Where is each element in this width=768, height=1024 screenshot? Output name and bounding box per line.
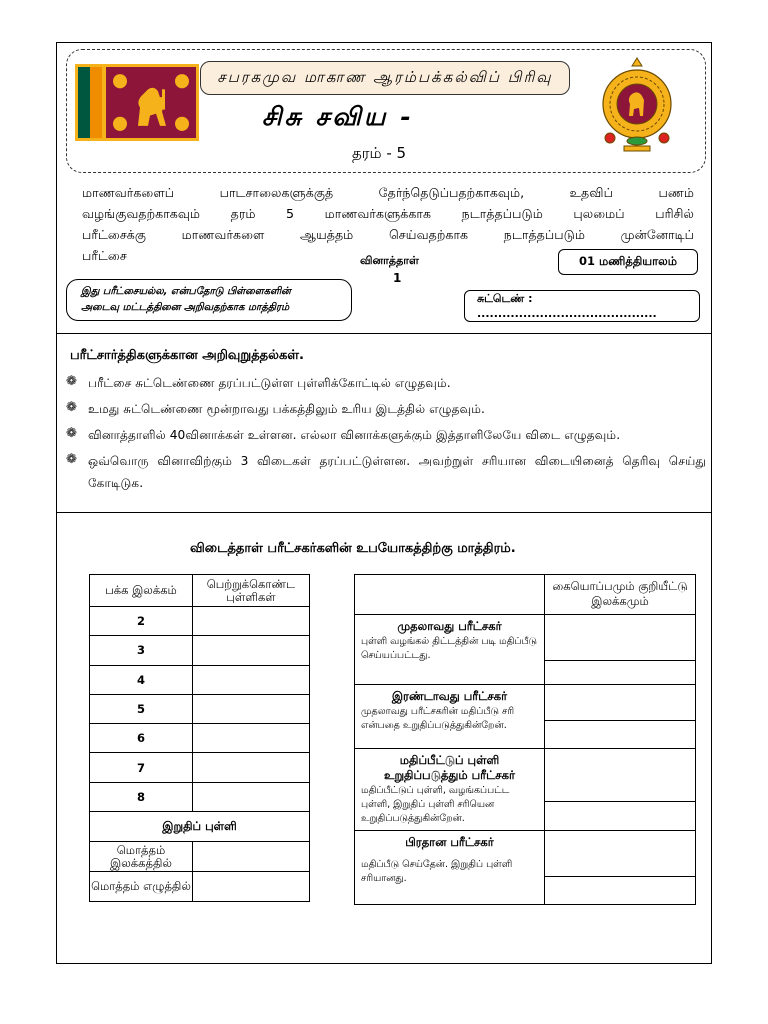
code-cell[interactable]: [545, 721, 696, 749]
grade-label: தரம் - 5: [352, 144, 407, 162]
sri-lanka-flag-icon: [75, 64, 199, 141]
column-header: கையொப்பமும் குறியீட்டு இலக்கமும்: [545, 575, 696, 615]
note-box: [66, 279, 352, 321]
marks-table: [89, 574, 310, 902]
signature-table: [354, 574, 696, 905]
national-emblem-icon: [596, 54, 678, 154]
divider: [56, 512, 712, 513]
examiner-role: மதிப்பீட்டுப் புள்ளி உறுதிப்படுத்தும் பரீட்சகர்: [384, 753, 515, 782]
signature-cell[interactable]: [545, 615, 696, 661]
flower-bullet-icon: ❁: [66, 452, 77, 467]
province-banner: சபரகமுவ மாகாண ஆரம்பக்கல்விப் பிரிவு: [200, 61, 570, 95]
instructions-title: பரீட்சார்த்திகளுக்கான அறிவுறுத்தல்கள்.: [70, 348, 304, 363]
instruction-item: ❁ பரீட்சை சுட்டெண்ணை தரப்பட்டுள்ள புள்ளிக்கோட்டில் எழுதவும்.: [66, 374, 451, 390]
examiner-role: முதலாவது பரீட்சகர்: [397, 619, 502, 633]
intro-line: பரீட்சை: [82, 248, 127, 263]
paper-label: வினாத்தாள்: [360, 254, 419, 267]
column-header: பெற்றுக்கொண்ட புள்ளிகள்: [193, 575, 310, 607]
flower-bullet-icon: ❁: [66, 374, 77, 389]
table-row: 2: [90, 607, 310, 636]
final-marks-label: இறுதிப் புள்ளி: [90, 812, 310, 842]
code-cell[interactable]: [545, 661, 696, 685]
divider: [56, 333, 712, 334]
total-numeric-cell[interactable]: [193, 842, 310, 872]
table-row: 4: [90, 665, 310, 694]
table-row: [355, 685, 696, 721]
table-row: [355, 749, 696, 802]
note-line: இது பரீட்சையல்ல, என்பதோடு பிள்ளைகளின்: [81, 286, 291, 297]
code-cell[interactable]: [545, 877, 696, 905]
flower-bullet-icon: ❁: [66, 400, 77, 415]
intro-line: பரீட்சைக்கு மாணவர்களை ஆயத்தம் செய்வதற்காக நடாத்தப்படும் முன்னோடிப்: [82, 227, 694, 242]
examiner-note: மதிப்பீடு செய்தேன். இறுதிப் புள்ளி சரியானது.: [361, 859, 513, 884]
flower-bullet-icon: ❁: [66, 426, 77, 441]
intro-line: வழங்குவதற்காகவும் தரம் 5 மாணவர்களுக்காக நடாத்தப்படும் புலமைப் பரிசில்: [82, 206, 694, 221]
marks-cell[interactable]: [193, 607, 310, 636]
marks-cell[interactable]: [193, 694, 310, 723]
total-words-cell[interactable]: [193, 872, 310, 902]
page-title: சிசு சவிய -: [262, 102, 414, 131]
table-row: [90, 812, 310, 842]
column-header: பக்க இலக்கம்: [90, 575, 193, 607]
examiner-role: இரண்டாவது பரீட்சகர்: [391, 689, 508, 703]
examiner-note: முதலாவது பரீட்சகரின் மதிப்பீடு சரி என்பதை உறுதிப்படுத்துகின்றேன்.: [361, 706, 515, 731]
signature-cell[interactable]: [545, 685, 696, 721]
instruction-item: ❁ ஒவ்வொரு வினாவிற்கும் 3 விடைகள் தரப்பட்டுள்ளன. அவற்றுள் சரியான விடையினைத் தெரிவு செய்து கோடிடுக.: [66, 452, 706, 490]
intro-line: மாணவர்களைப் பாடசாலைகளுக்குத் தேர்ந்தெடுப்பதற்காகவும், உதவிப் பணம்: [82, 185, 694, 200]
instructions-list: [66, 372, 706, 498]
table-row: [355, 831, 696, 877]
examiner-note: மதிப்பீட்டுப் புள்ளி, வழங்கப்பட்ட புள்ளி, இறுதிப் புள்ளி சரியென உறுதிப்படுத்துகின்றேன்.: [361, 785, 510, 824]
signature-cell[interactable]: [545, 749, 696, 802]
marks-cell[interactable]: [193, 636, 310, 665]
marks-cell[interactable]: [193, 782, 310, 811]
instruction-item: ❁ வினாத்தாளில் 40வினாக்கள் உள்ளன. எல்லா வினாக்களுக்கும் இத்தாளிலேயே விடை எழுதவும்.: [66, 426, 621, 442]
code-cell[interactable]: [545, 801, 696, 830]
examiner-note: புள்ளி வழங்கல் திட்டத்தின் படி மதிப்பீடு செய்யப்பட்டது.: [361, 636, 538, 661]
marks-cell[interactable]: [193, 665, 310, 694]
table-row: 7: [90, 753, 310, 782]
examiner-role: பிரதான பரீட்சகர்: [405, 835, 494, 849]
table-row: மொத்தம் எழுத்தில்: [90, 872, 310, 902]
index-number-field[interactable]: சுட்டெண் : ...........................................: [464, 290, 700, 322]
table-row: [355, 615, 696, 661]
table-row: 3: [90, 636, 310, 665]
signature-cell[interactable]: [545, 831, 696, 877]
marks-cell[interactable]: [193, 753, 310, 782]
instruction-item: ❁ உமது சுட்டெண்ணை மூன்றாவது பக்கத்திலும் உரிய இடத்தில் எழுதவும்.: [66, 400, 485, 416]
duration-box: 01 மணித்தியாலம்: [558, 249, 698, 275]
table-row: 5: [90, 694, 310, 723]
marks-cell[interactable]: [193, 724, 310, 753]
examiner-section-title: விடைத்தாள் பரீட்சகர்களின் உபயோகத்திற்கு மாத்திரம்.: [190, 541, 516, 556]
paper-number: 1: [393, 271, 402, 285]
table-row: 8: [90, 782, 310, 811]
table-row: மொத்தம் இலக்கத்தில்: [90, 842, 310, 872]
note-line: அடைவு மட்டத்தினை அறிவதற்காக மாத்திரம்: [81, 302, 290, 313]
table-row: 6: [90, 724, 310, 753]
